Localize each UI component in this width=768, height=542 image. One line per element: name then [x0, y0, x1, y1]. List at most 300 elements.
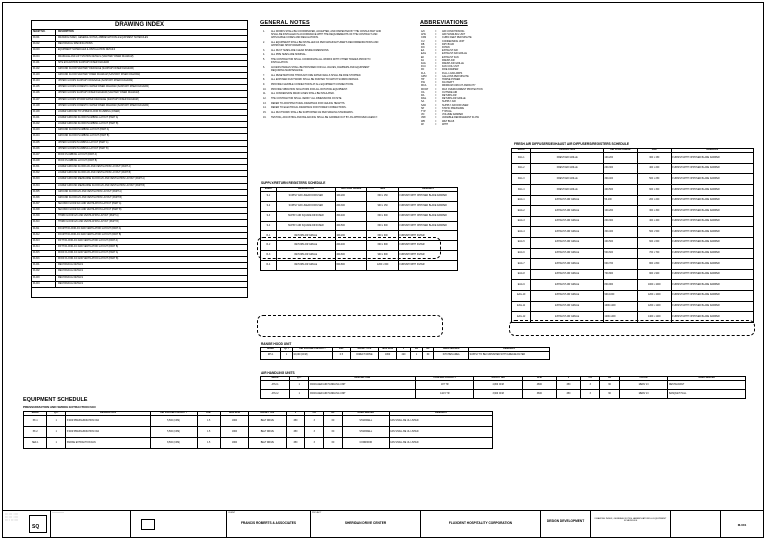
- sheet-number: M-308: [32, 208, 56, 213]
- sheet-description: GROUND FLOOR PLUMBING LAYOUT (PART A): [58, 129, 110, 132]
- title-block-stage-cell: DESIGN DEVELOPMENT: [541, 511, 591, 537]
- sheet-description: UPPER FLOORS DOMESTIC WATER RISER DIAGRAM (SANITARY RISER DIAGRAM): [58, 86, 149, 89]
- table-cell: SUPPLY AIR SQUARE DIFFUSER: [276, 211, 335, 221]
- note-number: 8.: [263, 78, 265, 82]
- table-cell: 1.5: [197, 416, 220, 427]
- title-block-notes-cell: ——————: [51, 511, 131, 537]
- header-cell: REMARKS: [468, 348, 549, 352]
- table-cell: AHU-1: [261, 381, 290, 390]
- table-cell: 400 x 400: [637, 216, 671, 227]
- sheet-description: MECHANICAL SPECIFICATIONS: [58, 43, 93, 46]
- abbreviation-meaning: WET BULB: [442, 119, 455, 123]
- abbreviation-meaning: VOLUME DAMPER: [442, 113, 463, 117]
- header-cell: QTY: [47, 412, 66, 416]
- drawing-sheet: [2, 2, 764, 538]
- sheet-description: THIRD FLOOR A/C AND VENTILATION LAYOUT (PART B): [58, 221, 119, 224]
- table-cell: 60: [324, 427, 343, 438]
- abbreviation-meaning: FAN COIL UNIT: [442, 65, 460, 69]
- table-cell: 380: [286, 427, 305, 438]
- abbreviation-equals: =: [435, 110, 437, 114]
- sheet-number: M-001: [32, 36, 56, 41]
- abbreviation-code: DN: [421, 46, 425, 50]
- table-cell: FAN SHALL BE UL LISTED: [389, 438, 492, 449]
- abbreviation-meaning: TYPICAL: [442, 110, 452, 114]
- table-row: [261, 202, 458, 212]
- abbreviation-meaning: AIR HANDLING UNIT: [442, 33, 466, 37]
- abbreviation-equals: =: [435, 39, 437, 43]
- table-row: [512, 153, 754, 164]
- abbreviation-equals: =: [435, 122, 437, 126]
- header-cell: PH: [581, 377, 600, 381]
- sheet-description: UPPER FLOORS STORM WATER DRAINAGE (SANITARY RISER DIAGRAM): [58, 98, 139, 101]
- abbreviation-meaning: RETURN AIR GRILLE: [442, 97, 466, 101]
- header-cell: REMARKS: [398, 188, 457, 192]
- header-cell: MARK: [512, 149, 531, 153]
- table-cell: RETURN AIR GRILLE: [276, 241, 335, 251]
- sheet-description: UPPER FLOORS SANITARY RISER DIAGRAM (SANITARY RISER DIAGRAM): [58, 92, 140, 95]
- abbreviation-equals: =: [435, 116, 437, 120]
- table-cell: 60: [324, 438, 343, 449]
- table-row: [512, 291, 754, 302]
- abbreviation-code: CFM: [421, 36, 427, 40]
- title-block-sheet-title-cell: DRAWING INDEX, GENERAL NOTES, ABBREVIATIONS & EQUIPMENT SCHEDULES: [591, 511, 671, 537]
- table-cell: FURNISH WITH FILTER: [398, 231, 457, 241]
- table-row: [512, 227, 754, 238]
- table-cell: 400-600: [335, 251, 367, 261]
- abbreviation-code: EAG: [421, 52, 427, 56]
- header-cell: MAX RPM: [220, 412, 248, 416]
- abbreviation-meaning: MAX OVERCURRENT PROTECTION: [442, 87, 483, 91]
- table-row: [261, 211, 458, 221]
- table-cell: 60: [324, 416, 343, 427]
- table-cell: FURNISH WITH OPPOSED BLADE DAMPER: [398, 192, 457, 202]
- revision-cloud: [509, 320, 755, 336]
- header-cell: AREA SERVED: [342, 412, 389, 416]
- table-cell: KITCHEN AREA: [434, 352, 469, 360]
- table-cell: SUPPLY AIR LINEAR DIFFUSER: [276, 192, 335, 202]
- table-cell: 400 x 200: [637, 163, 671, 174]
- table-cell: 600-700: [603, 259, 637, 270]
- table-row: [261, 260, 458, 270]
- table-cell: 187 TR: [416, 381, 474, 390]
- table-cell: MERV 13: [619, 390, 668, 399]
- table-cell: 3: [305, 427, 324, 438]
- table-cell: 100-200: [603, 206, 637, 217]
- drawing-index-header: SHEET NO. DESCRIPTION: [32, 30, 247, 36]
- table-cell: 500 x 250: [637, 174, 671, 185]
- table-cell: FURNISH WITH OPPOSED BLADE DAMPER: [671, 238, 753, 249]
- table-cell: EAG-5: [512, 238, 531, 249]
- general-notes-list: [263, 30, 383, 120]
- general-notes-title: GENERAL NOTES: [260, 20, 310, 26]
- abbreviation-meaning: DOWN: [442, 46, 450, 50]
- sheet-description: LOWER GROUND FLOOR A/C AND VENTILATION LAYOUT (PART A): [58, 166, 131, 169]
- table-cell: FURNISH WITH OPPOSED BLADE DAMPER: [671, 291, 753, 302]
- table-cell: FURNISH WITH OPPOSED BLADE DAMPER: [671, 216, 753, 227]
- note-number: 15.: [263, 111, 267, 115]
- table-cell: 1200 x 1200: [637, 301, 671, 312]
- header-cell: V: [556, 377, 580, 381]
- table-cell: 300-400: [603, 174, 637, 185]
- equipment-schedule-subtitle: PRESSURIZATION AND SMOKE EXTRACTION FAN: [23, 405, 96, 409]
- sheet-description: LOWER GROUND TO UPPER FLOOR PLUMBING (RISER): [58, 110, 120, 113]
- abbreviation-code: AHU: [421, 33, 427, 37]
- range-hood-table: [260, 347, 550, 360]
- note-text: PROVIDE VIBRATION ISOLATORS FOR ALL ROTATING EQUIPMENT.: [271, 87, 348, 91]
- abbreviation-equals: =: [435, 68, 437, 72]
- table-cell: R-4: [261, 260, 277, 270]
- table-cell: RETURN AIR GRILLE: [276, 251, 335, 261]
- table-cell: 1: [47, 416, 66, 427]
- sheet-number: M-108: [32, 104, 56, 109]
- table-cell: EAG-9: [512, 280, 531, 291]
- abbreviation-equals: =: [435, 49, 437, 53]
- abbreviations-title: ABBREVIATIONS: [420, 20, 468, 26]
- table-cell: 220: [396, 352, 410, 360]
- sheet-description: UPPER FLOORS PLUMBING LAYOUT (PART B): [58, 147, 109, 150]
- table-cell: EXHAUST AIR GRILLE: [531, 301, 604, 312]
- abbreviation-equals: =: [435, 90, 437, 94]
- table-cell: EXHAUST AIR GRILLE: [531, 227, 604, 238]
- sheet-description: ROOF FLOOR A/C AND VENTILATION LAYOUT (PART A): [58, 252, 119, 255]
- general-note: [263, 30, 383, 39]
- table-cell: 500-600: [603, 248, 637, 259]
- table-cell: FRESH AIR GRILLE: [531, 153, 604, 164]
- sheet-description: DRAWING INDEX, GENERAL NOTES, ABBREVIATIONS & EQUIPMENT SCHEDULES: [58, 37, 148, 40]
- sheet-description: FIFTH FLOOR A/C AND VENTILATION LAYOUT (PART B): [58, 245, 119, 248]
- header-cell: MAX RPM: [379, 348, 396, 352]
- abbreviation-meaning: SUPPLY AIR DIFFUSER: [442, 103, 469, 107]
- table-cell: 900 x 900: [637, 269, 671, 280]
- table-cell: EAG-7: [512, 259, 531, 270]
- table-cell: 0.5: [333, 352, 350, 360]
- header-cell: SIZE: [367, 188, 399, 192]
- table-cell: 4800: [522, 381, 556, 390]
- header-cell: DRIVE TYPE: [350, 348, 379, 352]
- table-cell: 5,500 (CFM): [150, 416, 197, 427]
- abbreviation-code: RA: [421, 94, 425, 98]
- note-text: THE CONTRACTOR SHALL COORDINATE ALL WORKS WITH OTHER TRADES PRIOR TO INSTALLATION.: [271, 58, 371, 65]
- table-cell: 3600: [522, 390, 556, 399]
- sheet-number: M-002: [32, 42, 56, 47]
- sheet-description: FIFTH FLOOR A/C AND VENTILATION LAYOUT (PART A): [58, 239, 118, 242]
- abbreviation-meaning: DRY BULB: [442, 42, 454, 46]
- table-cell: FURNISH WITH OPPOSED BLADE DAMPER: [398, 211, 457, 221]
- table-cell: BELT DRIVE: [249, 416, 287, 427]
- table-cell: 600-800: [335, 260, 367, 270]
- general-note: [263, 88, 383, 91]
- abbreviation-meaning: HORSE POWER: [442, 78, 461, 82]
- sheet-number: M-106: [32, 91, 56, 96]
- table-cell: EAG-6: [512, 248, 531, 259]
- revision-cloud: [257, 315, 443, 337]
- note-text: ALL CONDENSATE DRAIN LINES SHALL BE INSULATED.: [271, 92, 335, 96]
- table-cell: 700 x 700: [637, 248, 671, 259]
- sheet-number: M-303: [32, 177, 56, 182]
- header-cell: MARK: [261, 377, 290, 381]
- table-row: [512, 163, 754, 174]
- abbreviation-code: MOCP: [421, 87, 429, 91]
- table-cell: FAN SHALL BE UL LISTED: [389, 416, 492, 427]
- table-cell: 100-200: [335, 231, 367, 241]
- table-cell: 800 x 800: [637, 259, 671, 270]
- table-row: [261, 192, 458, 202]
- table-cell: EAG-8: [512, 269, 531, 280]
- sheet-number: M-301: [32, 165, 56, 170]
- abbreviation-equals: =: [435, 58, 437, 62]
- table-cell: EAG-12: [512, 312, 531, 323]
- table-cell: 1: [47, 438, 66, 449]
- header-cell: SUPPLY AIR: [474, 377, 523, 381]
- header-cell: MARK: [24, 412, 47, 416]
- table-cell: FURNISH WITH OPPOSED BLADE DAMPER: [671, 269, 753, 280]
- title-block-revisions-cell: [671, 511, 721, 537]
- table-cell: FURNISH WITH OPPOSED BLADE DAMPER: [671, 248, 753, 259]
- table-cell: SMOKE EXTRACTION FAN: [66, 438, 150, 449]
- header-cell: REMARKS: [389, 412, 492, 416]
- sheet-number: M-201: [32, 116, 56, 121]
- table-cell: SUPPLY AIR SQUARE DIFFUSER: [276, 221, 335, 231]
- table-cell: 200 x 200: [637, 195, 671, 206]
- table-cell: S-2: [261, 202, 277, 212]
- sheet-number: M-203: [32, 128, 56, 133]
- abbreviation-code: RAG: [421, 97, 427, 101]
- table-cell: 900 x 600: [367, 251, 399, 261]
- sheet-number: M-206: [32, 147, 56, 152]
- abbreviation-code: WB: [421, 119, 425, 123]
- header-cell: DRIVE TYPE: [249, 412, 287, 416]
- sheet-description: GROUND FLOOR A/C AND VENTILATION LAYOUT (PART B): [58, 196, 122, 199]
- table-cell: 1.5: [197, 438, 220, 449]
- table-cell: 3: [305, 438, 324, 449]
- abbreviation-equals: =: [435, 81, 437, 85]
- abbreviation-meaning: CUBIC FEET PER MINUTE: [442, 36, 472, 40]
- abbreviations-list: [421, 30, 511, 126]
- table-cell: FAG-4: [512, 185, 531, 196]
- stamp-icon: [141, 519, 155, 530]
- abbreviation-meaning: FRESH AIR GRILLE: [442, 62, 464, 66]
- table-cell: FURNISH WITH OPPOSED BLADE DAMPER: [671, 163, 753, 174]
- table-cell: STAIRWELL: [342, 416, 389, 427]
- table-cell: 380: [286, 416, 305, 427]
- table-cell: 3: [581, 390, 600, 399]
- table-cell: DIRECT DRIVE: [350, 352, 379, 360]
- general-note: [263, 53, 383, 56]
- table-cell: MERV 13: [619, 381, 668, 390]
- table-cell: 142.5 TR: [416, 390, 474, 399]
- abbreviation-equals: =: [435, 74, 437, 78]
- table-cell: 300 x 150: [637, 153, 671, 164]
- sheet-number: M-202: [32, 122, 56, 127]
- table-cell: 600 x 600: [367, 221, 399, 231]
- note-text: PROVIDE FLEXIBLE CONNECTIONS AT ALL EQUIPMENT CONNECTIONS.: [271, 82, 354, 86]
- table-cell: EXHAUST AIR GRILLE: [531, 195, 604, 206]
- table-cell: FURNISH WITH OPPOSED BLADE DAMPER: [671, 301, 753, 312]
- table-cell: BANQUET HALL: [668, 390, 746, 399]
- abbreviation-equals: =: [435, 94, 437, 98]
- abbreviation-meaning: VARIABLE REFRIGERANT FLOW: [442, 116, 479, 120]
- table-cell: PACKAGED AIR HANDLING UNIT: [309, 381, 416, 390]
- table-row: [24, 427, 493, 438]
- abbreviation-code: VD: [421, 113, 425, 117]
- table-cell: FURNISH WITH OPPOSED BLADE DAMPER: [671, 174, 753, 185]
- general-note: [263, 78, 383, 81]
- note-number: 1.: [263, 30, 265, 33]
- sheet-description: LOWER GROUND FLOOR PLUMBING LAYOUT (PART B): [58, 123, 119, 126]
- table-cell: 200-400: [335, 241, 367, 251]
- table-cell: FURNISH WITH FILTER: [398, 260, 457, 270]
- fresh-exhaust-schedule-table: [511, 148, 754, 323]
- table-cell: RH-1: [261, 352, 281, 360]
- sheet-number: M-313: [32, 239, 56, 244]
- note-number: 11.: [263, 92, 267, 96]
- equipment-schedule-title: EQUIPMENT SCHEDULE: [23, 397, 88, 403]
- abbreviation-meaning: GALLONS PER MINUTE: [442, 74, 469, 78]
- header-cell: V: [286, 412, 305, 416]
- table-cell: 1: [47, 427, 66, 438]
- sheet-number: M-204: [32, 134, 56, 139]
- range-hood-title: RANGE HOOD UNIT: [261, 342, 292, 346]
- header-cell: V: [396, 348, 410, 352]
- abbreviation-meaning: RETURN AIR: [442, 94, 457, 98]
- header-cell: PH: [411, 348, 423, 352]
- table-cell: FURNISH WITH OPPOSED BLADE DAMPER: [671, 259, 753, 270]
- abbreviation-code: W/: [421, 122, 424, 126]
- abbreviation-equals: =: [435, 119, 437, 123]
- sheet-description: ROOF PLUMBING LAYOUT (PART B): [58, 159, 98, 162]
- title-block-sheet-no-cell: M-001: [737, 523, 747, 527]
- header-cell: AIR FLOW RANGE: [603, 149, 637, 153]
- sheet-number: M-401: [32, 263, 56, 268]
- table-row: [24, 438, 493, 449]
- general-note: [263, 92, 383, 95]
- table-cell: 200-300: [603, 216, 637, 227]
- title-block-owner-cell: FLUXDENT HOSPITALITY CORPORATION: [421, 511, 541, 537]
- table-cell: EAG-1: [512, 195, 531, 206]
- header-cell: HZ: [600, 377, 619, 381]
- abbreviation-meaning: WITH: [442, 122, 449, 126]
- table-cell: FURNISH WITH OPPOSED BLADE DAMPER: [398, 202, 457, 212]
- table-cell: S-3: [261, 211, 277, 221]
- note-text: ALL EQUIPMENT SHALL BE INSTALLED AS PER MANUFACTURER'S RECOMMENDATIONS AND APPROVED SHOP DRAWINGS.: [271, 40, 379, 47]
- table-row: [512, 174, 754, 185]
- abbreviation-meaning: EXHAUST AIR GRILLE: [442, 52, 467, 56]
- sheet-description: LOWER GROUND MEZZANINE FLOOR A/C AND VENTILATION LAYOUT (PART A): [58, 178, 145, 181]
- table-cell: 600 x 300: [367, 231, 399, 241]
- abbreviation-code: MCA: [421, 84, 427, 88]
- drawing-index-rows: [32, 36, 247, 288]
- table-cell: FURNISH WITH FILTER: [398, 251, 457, 261]
- table-cell: FAG-2: [512, 163, 531, 174]
- general-note: [263, 106, 383, 109]
- abbreviation-code: KW: [421, 81, 425, 85]
- abbreviation-equals: =: [435, 71, 437, 75]
- drawing-index-title: DRAWING INDEX: [32, 21, 247, 30]
- abbreviation-equals: =: [435, 106, 437, 110]
- table-row: [261, 352, 550, 360]
- table-cell: 100-200: [335, 192, 367, 202]
- table-cell: 3,600 CFM: [474, 390, 523, 399]
- table-cell: EAG-10: [512, 291, 531, 302]
- title-block-project-cell: PROJECT SHERIDAN DRIVE CENTER: [311, 511, 421, 537]
- table-cell: 5,500 (CFM): [150, 427, 197, 438]
- table-row: [512, 238, 754, 249]
- table-cell: 400-500: [603, 185, 637, 196]
- abbreviation-code: A/C: [421, 30, 425, 33]
- abbreviation-equals: =: [435, 62, 437, 66]
- table-cell: FRESH AIR GRILLE: [531, 163, 604, 174]
- note-text: ALL PENETRATIONS THROUGH FIRE RATED WALLS SHALL BE FIRE STOPPED.: [271, 73, 362, 77]
- header-cell: ESP: [333, 348, 350, 352]
- table-cell: 300 x 300: [637, 206, 671, 217]
- table-row: [261, 221, 458, 231]
- table-cell: 1800: [220, 416, 248, 427]
- table-cell: 1200 x 1000: [637, 291, 671, 302]
- abbreviation-equals: =: [435, 36, 437, 40]
- note-text: ALL WORKS SHALL BE COORDINATED, ACCEPTED, AND INSPECTED BY THE CONSULTANT AND SHALL BE INSTALLED IN ACCORDANCE WITH THE REQUIREMENTS OF THE CONTRACT AND APPLICABLE CODES AND REGULATIONS.: [271, 30, 382, 40]
- table-cell: 1000-1200: [603, 301, 637, 312]
- abbreviation-code: FA: [421, 58, 424, 62]
- table-cell: 500 x 500: [637, 227, 671, 238]
- general-note: [263, 49, 383, 52]
- sheet-number: M-004: [32, 55, 56, 60]
- note-number: 6.: [263, 65, 265, 69]
- abbreviation-meaning: STATIC PRESSURE: [442, 106, 464, 110]
- sheet-number: M-312: [32, 233, 56, 238]
- note-text: ALL DUCTWORK SHALL BE SUPPORTED AS PER SMACNA STANDARDS.: [271, 111, 354, 115]
- abbreviation-meaning: EXHAUST AIR: [442, 49, 458, 53]
- table-row: [512, 280, 754, 291]
- header-cell: CFM: [522, 377, 556, 381]
- table-cell: 600 x 300: [637, 185, 671, 196]
- table-cell: FURNISH WITH OPPOSED BLADE DAMPER: [671, 206, 753, 217]
- header-cell: AREA SERVED: [668, 377, 746, 381]
- table-cell: SUPPLY AIR LINEAR DIFFUSER: [276, 202, 335, 212]
- table-cell: EXHAUST AIR GRILLE: [531, 312, 604, 323]
- table-cell: RETURN AIR GRILLE: [276, 260, 335, 270]
- table-cell: EXHAUST AIR GRILLE: [531, 238, 604, 249]
- table-cell: R-3: [261, 251, 277, 261]
- title-block: [3, 510, 763, 537]
- table-cell: EAG-11: [512, 301, 531, 312]
- table-row: [512, 195, 754, 206]
- table-cell: 100-200: [603, 153, 637, 164]
- supply-schedule-title: SUPPLY/RETURN REGISTERS SCHEDULE: [261, 181, 326, 185]
- table-cell: CORRIDOR: [342, 438, 389, 449]
- table-cell: 600 x 600: [367, 241, 399, 251]
- header-cell: AIR FLOW RANGE: [335, 188, 367, 192]
- abbreviation-equals: =: [435, 103, 437, 107]
- abbreviation-meaning: FRESH AIR: [442, 58, 455, 62]
- table-row: [512, 259, 754, 270]
- table-cell: R-1: [261, 231, 277, 241]
- sheet-description: SITE EXCAVATION SANITARY RISER DIAGRAM: [58, 61, 109, 64]
- drawing-index-row: [32, 282, 247, 288]
- table-cell: 1: [290, 381, 309, 390]
- table-cell: 600 x 600: [637, 238, 671, 249]
- table-cell: 300-400: [603, 227, 637, 238]
- table-row: [261, 381, 746, 390]
- grid-pattern-icon: :::::: :::: :::::: :::: :::: ::::::: [5, 512, 19, 523]
- table-cell: FURNISH WITH OPPOSED BLADE DAMPER: [671, 185, 753, 196]
- sheet-description: MECHANICAL DETAILS: [58, 270, 84, 273]
- abbreviation-meaning: OUTSIDE AIR: [442, 90, 458, 94]
- table-cell: 8,500 (CFM): [150, 438, 197, 449]
- sheet-description: SECOND FLOOR A/C AND VENTILATION LAYOUT (PART A): [58, 202, 122, 205]
- header-cell: HZ: [324, 412, 343, 416]
- note-text: REFER TO ARCHITECTURAL DRAWINGS FOR CEILING HEIGHTS.: [271, 101, 346, 105]
- table-cell: SUPPLY TO BE FURNISHED WITH GREASE FILTER: [468, 352, 549, 360]
